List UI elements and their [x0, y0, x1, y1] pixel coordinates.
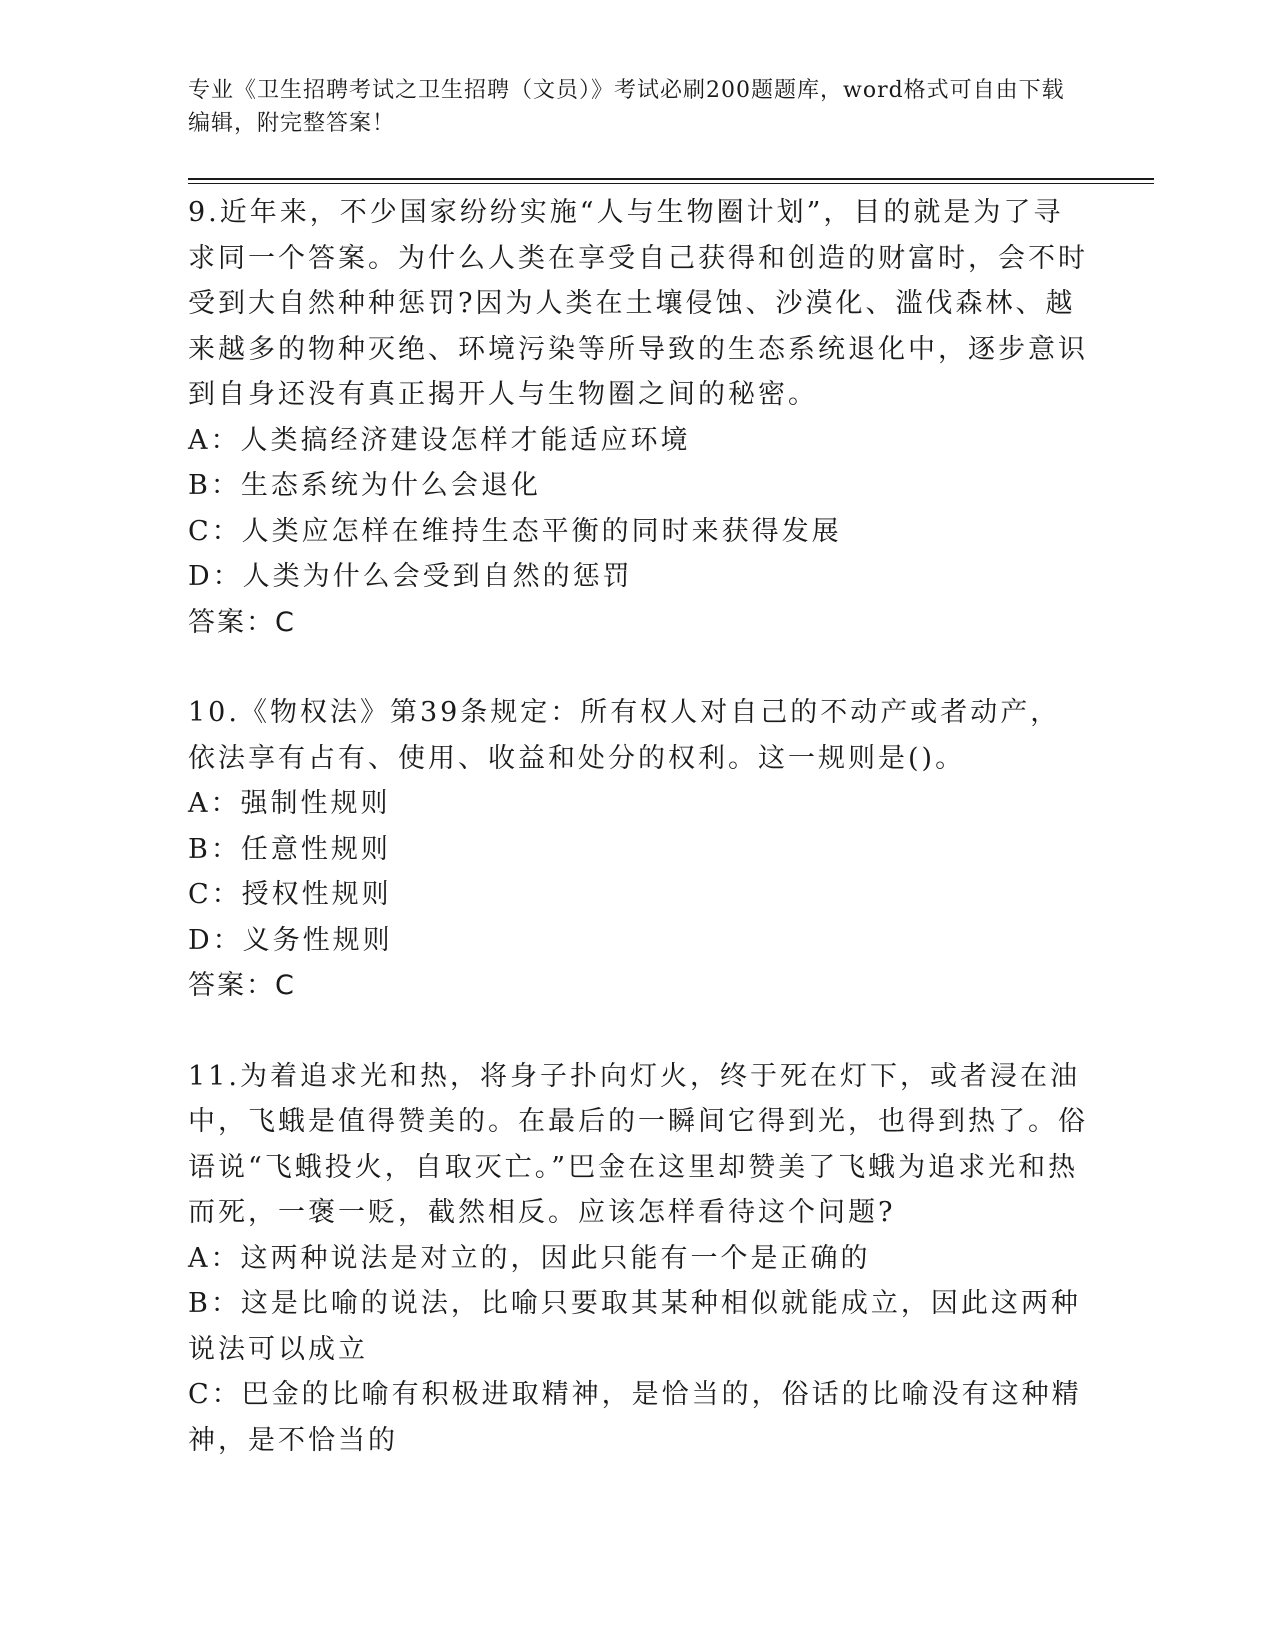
- header-divider-thin: [188, 183, 1154, 184]
- option-a: A：这两种说法是对立的，因此只能有一个是正确的: [188, 1242, 871, 1274]
- option-d: D：义务性规则: [188, 924, 393, 956]
- question-list: [188, 190, 1088, 1463]
- question-stem: 9.近年来，不少国家纷纷实施“人与生物圈计划”，目的就是为了寻求同一个答案。为什么人类在享受自己获得和创造的财富时，会不时受到大自然种种惩罚?因为人类在土壤侵蚀、沙漠化、滥伐森林、越来越多的物种灭绝、环境污染等所导致的生态系统退化中，逐步意识到自身还没有真正揭开人与生物圈之间的秘密。: [188, 197, 1088, 410]
- option-a: A：强制性规则: [188, 788, 391, 819]
- option-c: C：巴金的比喻有积极进取精神，是恰当的，俗话的比喻没有这种精神，是不恰当的: [188, 1379, 1082, 1456]
- option-b: B：任意性规则: [188, 833, 391, 865]
- question-stem: 11.为着追求光和热，将身子扑向灯火，终于死在灯下，或者浸在油中，飞蛾是值得赞美的。在最后的一瞬间它得到光，也得到热了。俗语说“飞蛾投火，自取灭亡。”巴金在这里却赞美了飞蛾为追求光和热而死，一褒一贬，截然相反。应该怎样看待这个问题?: [188, 1060, 1088, 1228]
- question-11: [188, 1054, 1088, 1464]
- answer-line: 答案：C: [188, 970, 296, 1001]
- question-stem: 10.《物权法》第39条规定：所有权人对自己的不动产或者动产，依法享有占有、使用、收益和处分的权利。这一规则是()。: [188, 697, 1061, 774]
- option-c: C：人类应怎样在维持生态平衡的同时来获得发展: [188, 515, 842, 547]
- option-d: D：人类为什么会受到自然的惩罚: [188, 561, 633, 592]
- option-b: B：这是比喻的说法，比喻只要取其某种相似就能成立，因此这两种说法可以成立: [188, 1288, 1081, 1365]
- option-b: B：生态系统为什么会退化: [188, 470, 541, 501]
- question-10: [188, 690, 1088, 1009]
- answer-line: 答案：C: [188, 606, 296, 638]
- option-a: A：人类搞经济建设怎样才能适应环境: [188, 424, 691, 456]
- option-c: C：授权性规则: [188, 879, 392, 910]
- document-header: 专业《卫生招聘考试之卫生招聘（文员）》考试必刷200题题库，word格式可自由下载编辑，附完整答案！: [188, 78, 1065, 136]
- question-9: [188, 190, 1088, 645]
- header-divider-thick: [188, 178, 1154, 180]
